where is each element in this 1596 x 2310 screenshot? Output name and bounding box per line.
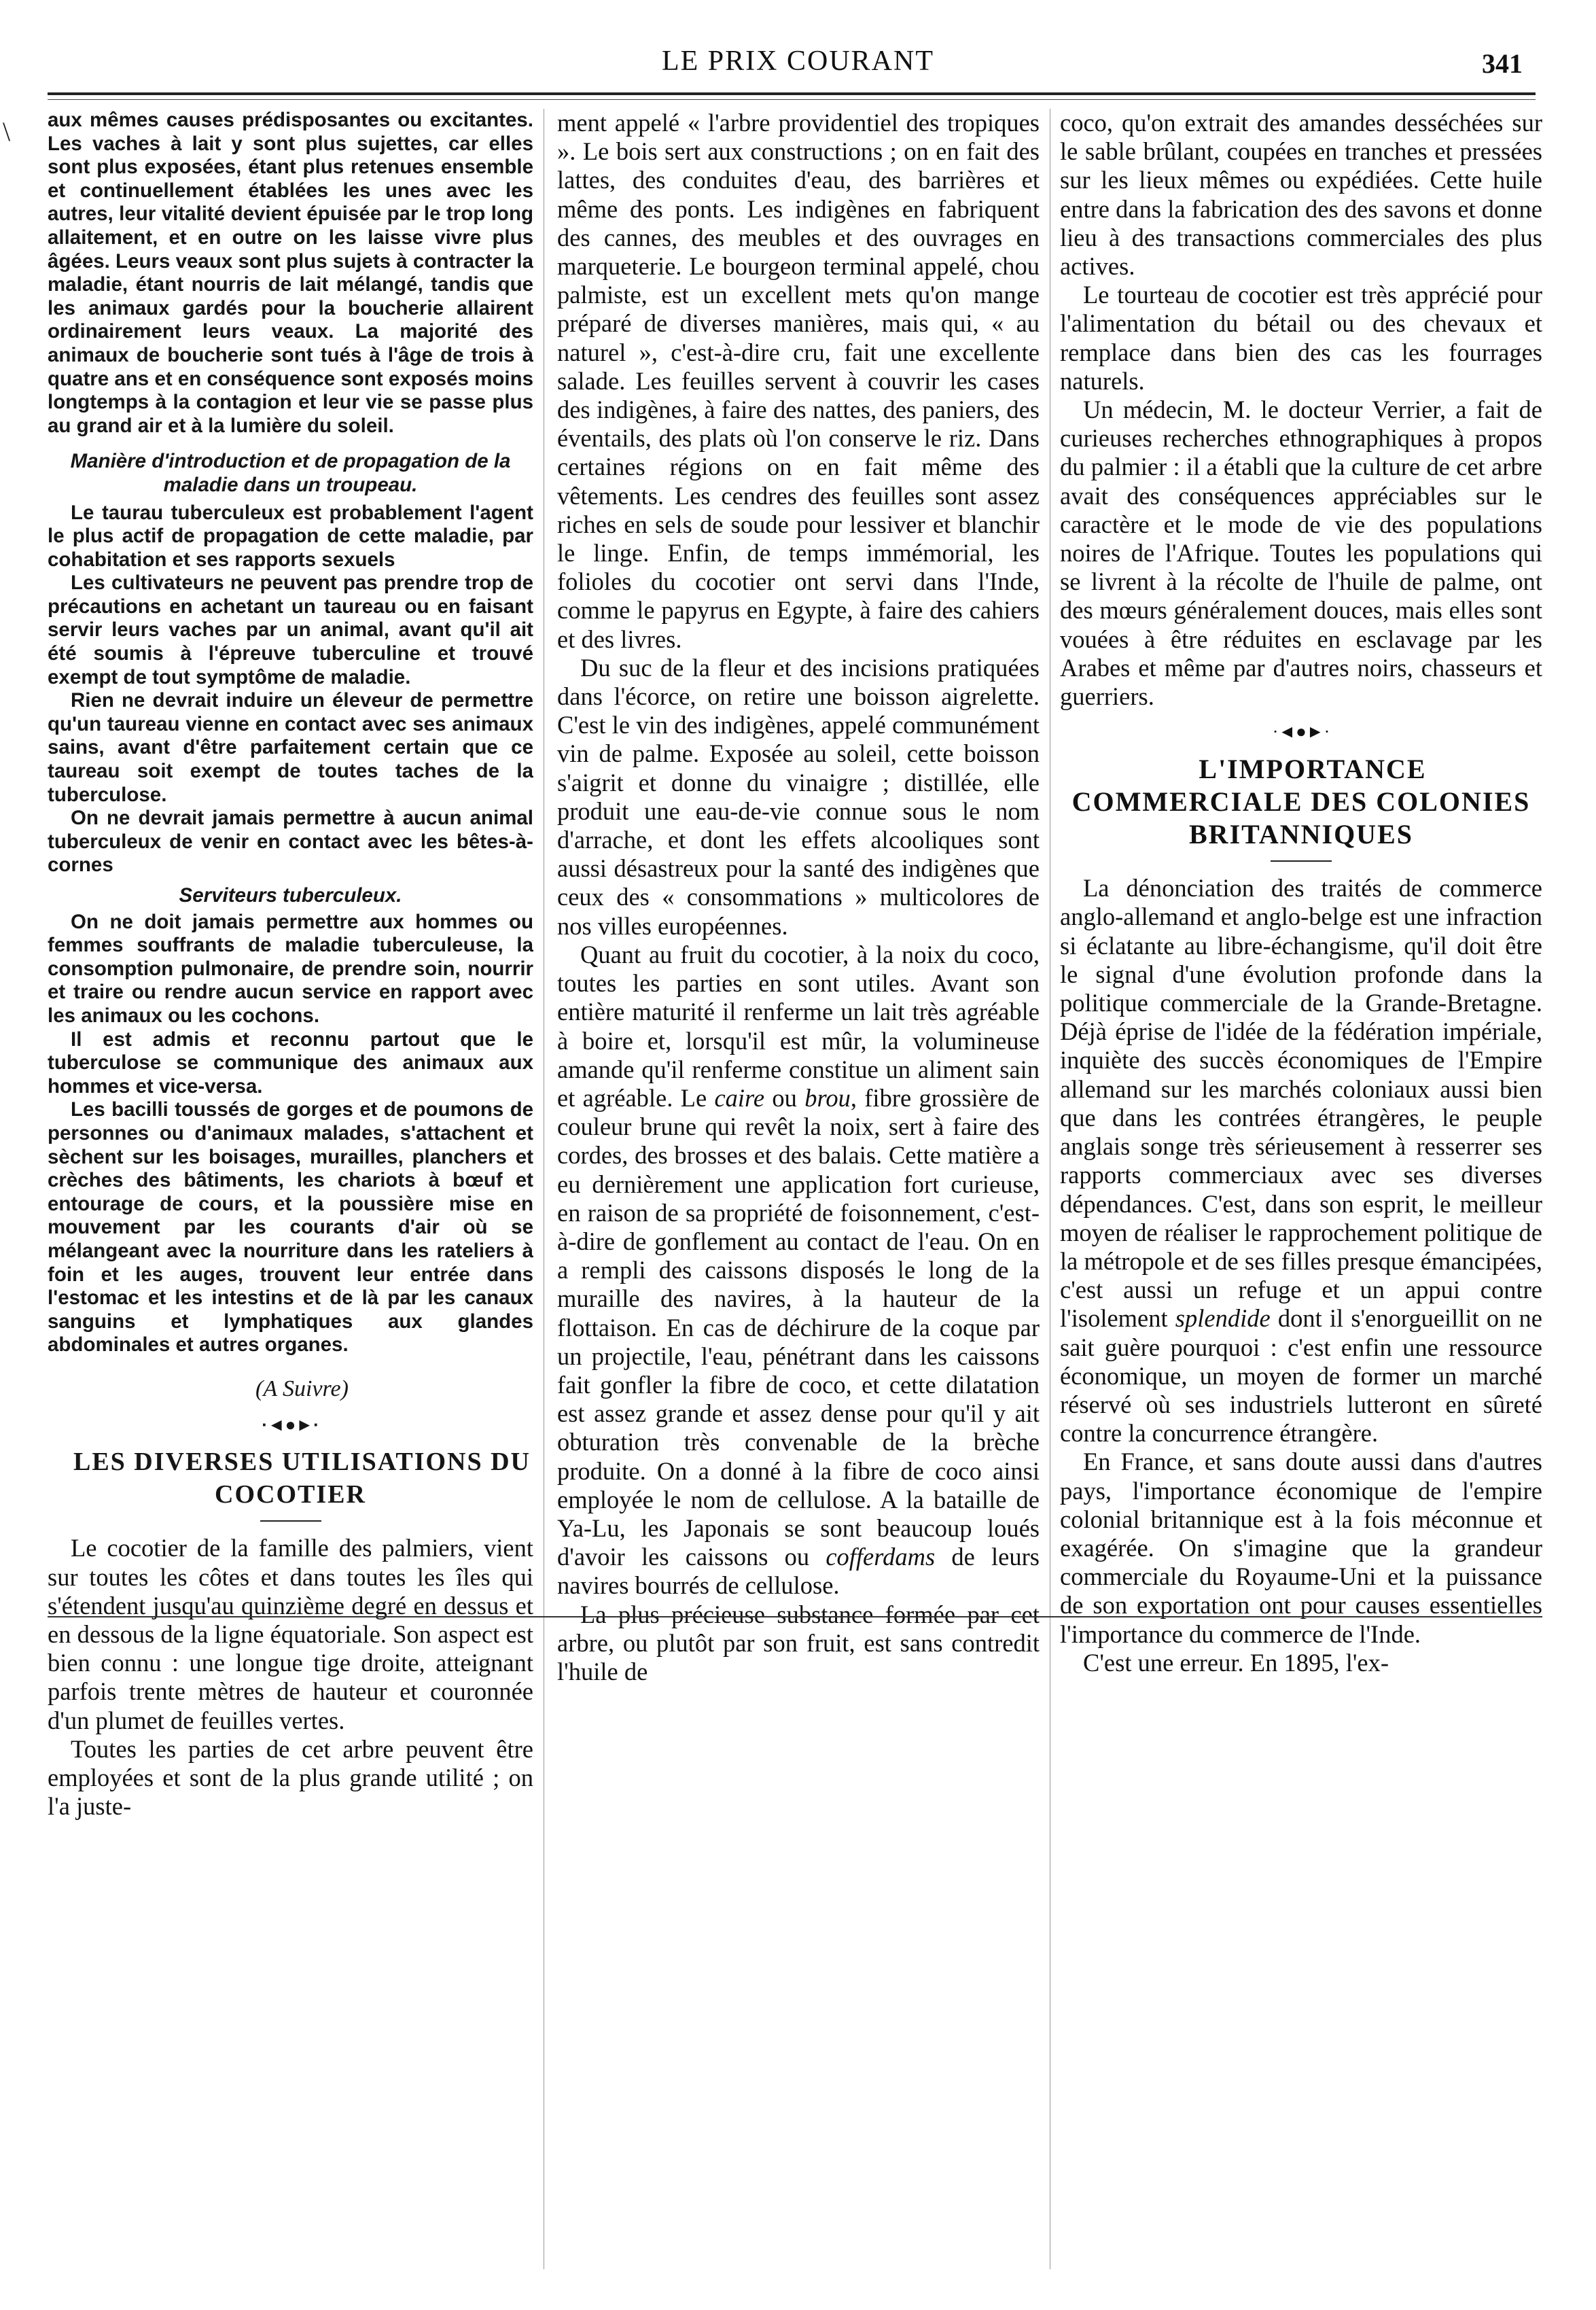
cocotier-paragraph: Le cocotier de la famille des palmiers, vient sur toutes les côtes et dans toutes les îles qui s'étendent jusqu'au quinzième degré en dessus et en dessous de la ligne équatoriale. Son aspect est bien connu : une longue tige droite, atteignant parfois trente mètres de hauteur et couronnée d'un plumet de feuilles vertes. [48, 1534, 533, 1734]
col1-subhead-serviteurs: Serviteurs tuberculeux. [179, 884, 402, 907]
section-ornament: ·◄●►· [262, 1414, 319, 1435]
title-rule [1271, 860, 1332, 862]
a-suivre-note: (A Suivre) [255, 1376, 349, 1401]
col1-intro: aux mêmes causes prédisposantes ou excitantes. Les vaches à lait y sont plus sujettes, car elles sont plus exposées, étant plus retenues ensemble et continuellement établées les unes avec les autres, leur vitalité devient épuisée par le trop long allaitement, et en outre on les laisse vivre plus âgées. Leurs veaux sont plus sujets à contracter la maladie, étant nourris de lait mélangé, tandis que les animaux gardés pour la boucherie allairent ordinairement leurs veaux. La majorité des animaux de boucherie sont tués à l'âge de trois à quatre ans et en conséquence sont exposés moins longtemps à la contagion et leur vie se passe plus au grand air et à la lumière du soleil. [48, 109, 533, 437]
col3-paragraph: Le tourteau de cocotier est très apprécié pour l'alimentation du bétail ou des chevaux et remplace dans bien des cas les fourrages naturels. [1060, 281, 1542, 395]
text-run: ou [764, 1083, 805, 1112]
column-3 [1060, 109, 1542, 2283]
colonies-paragraph: C'est une erreur. En 1895, l'ex- [1083, 1648, 1389, 1677]
text-run: Quant au fruit du cocotier, à la noix du coco, toutes les parties en sont utiles. Avant son entière maturité il renferme un lait très agréable à boire et, lorsqu'il est mûr, la volumineuse amande qu'il renferme constitue un aliment sain et agréable. Le [557, 940, 1040, 1112]
page-number: 341 [1482, 48, 1523, 79]
text-run: , fibre grossière de couleur brune qui revêt la noix, sert à faire des cordes, des brosses et des balais. Cette matière a eu dernièrement une application fort curieuse, en raison de sa propriété de foisonnement, c'est-à-dire de gonflement au contact de l'eau. On en a rempli des caissons disposés le long de la muraille des navires, à la hauteur de la flottaison. En cas de déchirure de la coque par un projectile, l'eau, pénétrant dans les caissons fait gonfler la fibre de coco, et cette dilatation est assez grande et assez dense pour qu'il y ait obturation très convenable de la brèche produite. On a donné à la fibre de coco ainsi employée le nom de cellulose. A la bataille de Ya-Lu, les Japonais se sont beaucoup loués d'avoir les caissons ou [557, 1083, 1040, 1571]
colonies-paragraph: En France, et sans doute aussi dans d'autres pays, l'importance économique de l'empire colonial britannique est à la fois méconnue et exagérée. On s'imagine que la grandeur commerciale du Royaume-Uni et la puissance de son exportation ont pour causes essentielles l'importance du commerce de l'Inde. [1060, 1448, 1542, 1648]
text-run: La dénonciation des traités de commerce anglo-allemand et anglo-belge est une infraction si éclatante au libre-échangisme, qu'il doit être le signal d'une évolution profonde dans la politique commerciale de la Grande-Bretagne. Déjà éprise de l'idée de la fédération impériale, inquiète des succès économiques de l'Empire allemand sur les marchés coloniaux aussi bien que dans les contrées étrangères, le peuple anglais songe très sérieusement à resserrer ses rapports commerciaux avec ses diverses dépendances. C'est, dans son esprit, le meilleur moyen de réaliser le rapprochement politique de la métropole et de ses filles presque émancipées, c'est aussi un refuge et un appui contre l'isolement [1060, 874, 1542, 1333]
italic-term-splendide: splendide [1175, 1304, 1271, 1333]
col1-paragraph: Les cultivateurs ne peuvent pas prendre trop de précautions en achetant un taureau ou en faisant servir leurs vaches par un animal, avant qu'il ait été soumis à l'épreuve tuberculine et trouvé exempt de tout symptôme de maladie. [48, 572, 533, 688]
col1-paragraph: Le taurau tuberculeux est probablement l'agent le plus actif de propagation de cette maladie, par cohabitation et ses rapports sexuels [48, 501, 533, 571]
margin-mark: \ [3, 116, 11, 147]
cocotier-paragraph: Toutes les parties de cet arbre peuvent être employées et sont de la plus grande utilité ; on l'a juste- [48, 1734, 533, 1821]
col1-paragraph: Rien ne devrait induire un éleveur de permettre qu'un taureau vienne en contact avec ses animaux sains, avant d'être parfaitement certain que ce taureau soit exempt de toutes taches de la tuberculose. [48, 689, 533, 806]
article-title-colonies: L'IMPORTANCE COMMERCIALE DES COLONIES BRITANNIQUES [1071, 754, 1531, 850]
col1-subhead-propagation: Manière d'introduction et de propagation de la maladie dans un troupeau. [70, 450, 511, 496]
header-rule-thin [48, 99, 1536, 100]
title-rule [260, 1520, 321, 1522]
italic-term-cofferdams: cofferdams [826, 1543, 936, 1571]
italic-term-brou: brou [804, 1083, 851, 1112]
cocotier-article-start [48, 1534, 533, 1821]
header-rule [48, 92, 1536, 95]
italic-term-caire: caire [714, 1083, 765, 1112]
column-1 [48, 109, 533, 2283]
colonies-paragraph [1060, 874, 1542, 1448]
column-2 [557, 109, 1040, 2283]
col1-paragraph: Les bacilli toussés de gorges et de poumons de personnes ou d'animaux malades, s'attachent et sèchent sur les boisages, murailles, planchers et crèches des bâtiments, les chariots à bœuf et entourage de cours, et la poussière mise en mouvement par les courants d'air où se mélangeant avec la nourriture dans les rateliers à foin et les auges, trouvent leur entrée dans l'estomac et les intestins et de là par les canaux sanguins et lymphatiques aux glandes abdominales et autres organes. [48, 1098, 533, 1357]
col2-paragraph [557, 941, 1040, 1600]
article-title-cocotier: LES DIVERSES UTILISATIONS DU COCOTIER [73, 1448, 531, 1509]
col3-paragraph: Un médecin, M. le docteur Verrier, a fait de curieuses recherches ethnographiques à propos du palmier : il a établi que la culture de cet arbre avait des conséquences appréciables sur le caractère et le mode de vie des populations noires de l'Afrique. Toutes les populations qui se livrent à la récolte de l'huile de palme, ont des mœurs généralement douces, mais elles sont vouées à être réduites en esclavage par les Arabes et même par d'autres noirs, chasseurs et guerriers. [1060, 396, 1542, 711]
col2-paragraph: La plus précieuse substance formée par cet arbre, ou plutôt par son fruit, est sans contredit l'huile de [557, 1600, 1040, 1685]
col2-paragraph: Du suc de la fleur et des incisions pratiquées dans l'écorce, on retire une boisson aigrelette. C'est le vin des indigènes, appelé communément vin de palme. Exposée au soleil, cette boisson s'aigrit et donne du vinaigre ; distillée, elle produit une eau-de-vie connue sous le nom d'arrache, et dont les effets alcooliques sont aussi désastreux pour la santé des indigènes que ceux des « consommations » multicolores de nos villes européennes. [557, 653, 1040, 940]
col2-paragraph: ment appelé « l'arbre providentiel des tropiques ». Le bois sert aux constructions ; on en fait des lattes, des conduites d'eau, des barrières et même des ponts. Les indigènes en fabriquent des cannes, des meubles et des ouvrages en marqueterie. Le bourgeon terminal appelé, chou palmiste, est un excellent mets qu'on mange préparé de diverses manières, mais qui, « au naturel », c'est-à-dire cru, fait une excellente salade. Les feuilles servent à couvrir les cases des indigènes, à faire des nattes, des paniers, des éventails, des plats où l'on conserve le riz. Dans certaines régions on en fait même des vêtements. Les cendres des feuilles sont assez riches en sels de soude pour lessiver et blanchir le linge. Enfin, de temps immémorial, les folioles du cocotier ont servi dans l'Inde, comme le papyrus en Egypte, à faire des cahiers et des livres. [557, 109, 1040, 653]
text-run: dont il s'enorgueillit on ne sait guère pourquoi : c'est enfin une ressource économique, un moyen de former un marché réservé où ses industriels lutteront en sûreté contre la concurrence étrangère. [1060, 1304, 1542, 1448]
section-ornament: ·◄●►· [1272, 722, 1330, 742]
col3-paragraph: coco, qu'on extrait des amandes desséchées sur le sable brûlant, coupées en tranches et pressées sur les lieux mêmes ou expédiées. Cette huile entre dans la fabrication des des savons et donne lieu à des transactions commerciales des plus actives. [1060, 109, 1542, 281]
col1-paragraph: On ne devrait jamais permettre à aucun animal tuberculeux de venir en contact avec les bêtes-à-cornes [48, 807, 533, 877]
col1-paragraph: On ne doit jamais permettre aux hommes ou femmes souffrants de maladie tuberculeuse, la consomption pulmonaire, de prendre soin, nourrir et traire ou rendre aucun service en rapport avec les animaux ou les cochons. [48, 910, 533, 1027]
horizontal-fold-line [48, 1616, 1542, 1617]
col1-paragraph: Il est admis et reconnu partout que le tuberculose se communique des animaux aux hommes et vice-versa. [48, 1028, 533, 1098]
running-header-title: LE PRIX COURANT [661, 46, 934, 77]
text-run: de leurs navires bourrés de cellulose. [557, 1543, 1040, 1600]
